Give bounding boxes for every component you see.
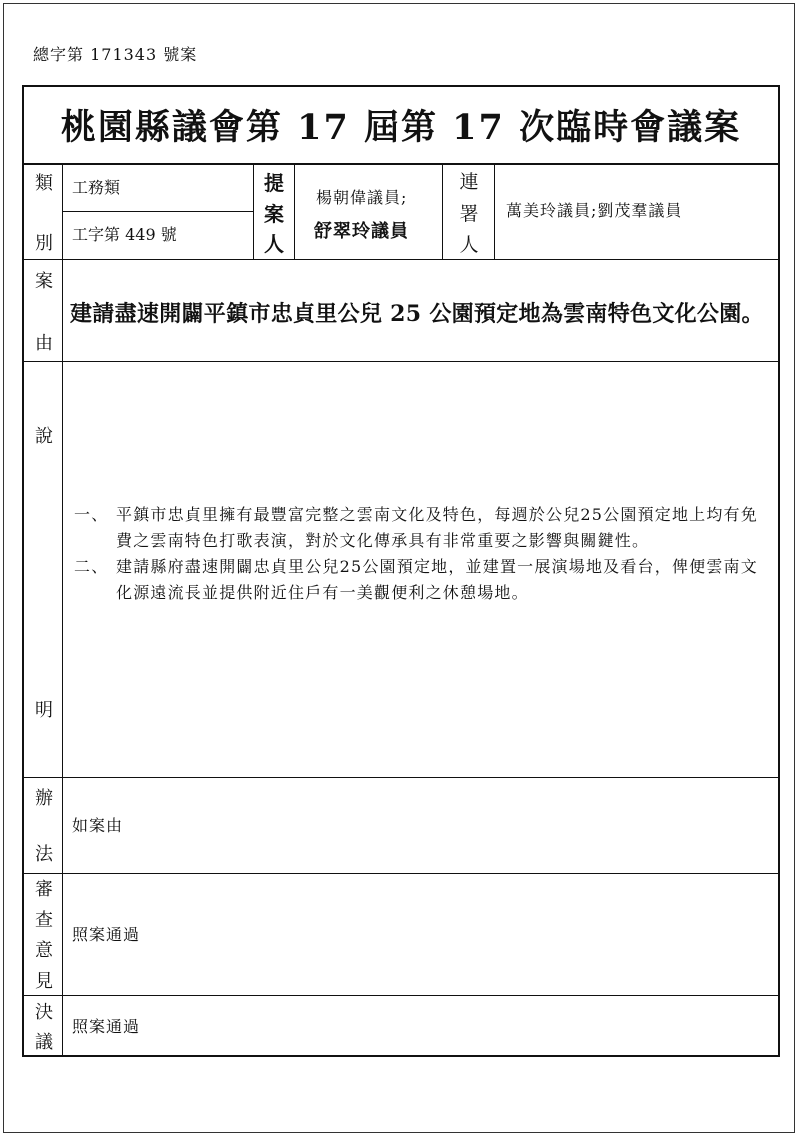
- category-label-char: 類: [35, 173, 53, 194]
- row-divider: [24, 777, 778, 778]
- row-divider: [24, 995, 778, 996]
- proposer-label: [255, 167, 293, 257]
- review-text: 照案通過: [72, 925, 141, 944]
- column-line: [442, 164, 443, 259]
- cosigner-label-char: 人: [459, 234, 479, 256]
- explanation-item-text: 平鎮市忠貞里擁有最豐富完整之雲南文化及特色，每週於公兒25公園預定地上均有免費之雲南特色打歌表演，對於文化傳承具有非常重要之影響與關鍵性。: [116, 505, 758, 550]
- proposer-label-char: 提: [264, 171, 284, 195]
- proposer-line1: 楊朝偉議員;: [316, 188, 408, 207]
- review-label-char: 查: [35, 909, 53, 931]
- row-divider: [24, 259, 778, 260]
- method-label: [26, 784, 62, 866]
- explanation-item-text: 建請縣府盡速開闢忠貞里公兒25公園預定地，並建置一展演場地及看台，俾便雲南文化源遠流長並提供附近住戶有一美觀便利之休憩場地。: [116, 557, 758, 602]
- review-label-char: 意: [35, 940, 53, 962]
- label-column-line: [62, 164, 63, 1055]
- explanation-label-char: 明: [35, 700, 53, 721]
- proposer-label-char: 案: [264, 201, 284, 226]
- explanation-item-number: 二、: [74, 557, 109, 576]
- row-divider: [24, 873, 778, 874]
- row-divider: [24, 361, 778, 362]
- proposal-form: [22, 85, 780, 1057]
- review-label-char: 審: [35, 879, 53, 900]
- resolution-label: [26, 998, 62, 1054]
- explanation-item-number: 一、: [74, 505, 109, 524]
- reason-label-char: 由: [35, 333, 53, 354]
- explanation-item: [74, 554, 764, 606]
- method-label-char: 辦: [35, 788, 53, 809]
- column-line: [494, 164, 495, 259]
- review-label-char: 見: [35, 970, 53, 992]
- form-title: 桃園縣議會第 17 屆第 17 次臨時會議案: [24, 87, 778, 165]
- method-text: 如案由: [72, 816, 124, 835]
- cosigner-label-char: 署: [459, 202, 479, 225]
- proposer-label-char: 人: [264, 232, 284, 256]
- reason-label-char: 案: [35, 271, 53, 292]
- case-number: 總字第 171343 號案: [33, 45, 198, 64]
- explanation-label-char: 說: [35, 426, 53, 447]
- resolution-label-char: 議: [35, 1032, 53, 1053]
- proposer-line2: 舒翠玲議員: [314, 221, 409, 242]
- cosigner-names: 萬美玲議員;劉茂羣議員: [506, 201, 683, 220]
- reason-text: 建請盡速開闢平鎮市忠貞里公兒 25 公園預定地為雲南特色文化公園。: [70, 301, 764, 327]
- resolution-text: 照案通過: [72, 1017, 141, 1036]
- cosigner-label: [444, 167, 494, 257]
- explanation-label: [26, 422, 62, 722]
- method-label-char: 法: [35, 844, 53, 865]
- column-line: [253, 164, 254, 259]
- category-type: 工務類: [72, 178, 121, 197]
- column-line: [294, 164, 295, 259]
- category-number: 工字第 449 號: [72, 225, 177, 244]
- resolution-label-char: 決: [35, 1002, 53, 1023]
- review-label: [26, 875, 62, 993]
- reason-label: [26, 267, 62, 355]
- explanation-item: [74, 502, 764, 554]
- category-split-line: [62, 211, 253, 212]
- cosigner-label-char: 連: [459, 171, 479, 193]
- category-label-char: 別: [35, 233, 53, 254]
- category-label: [26, 169, 62, 255]
- explanation-list: [74, 502, 764, 606]
